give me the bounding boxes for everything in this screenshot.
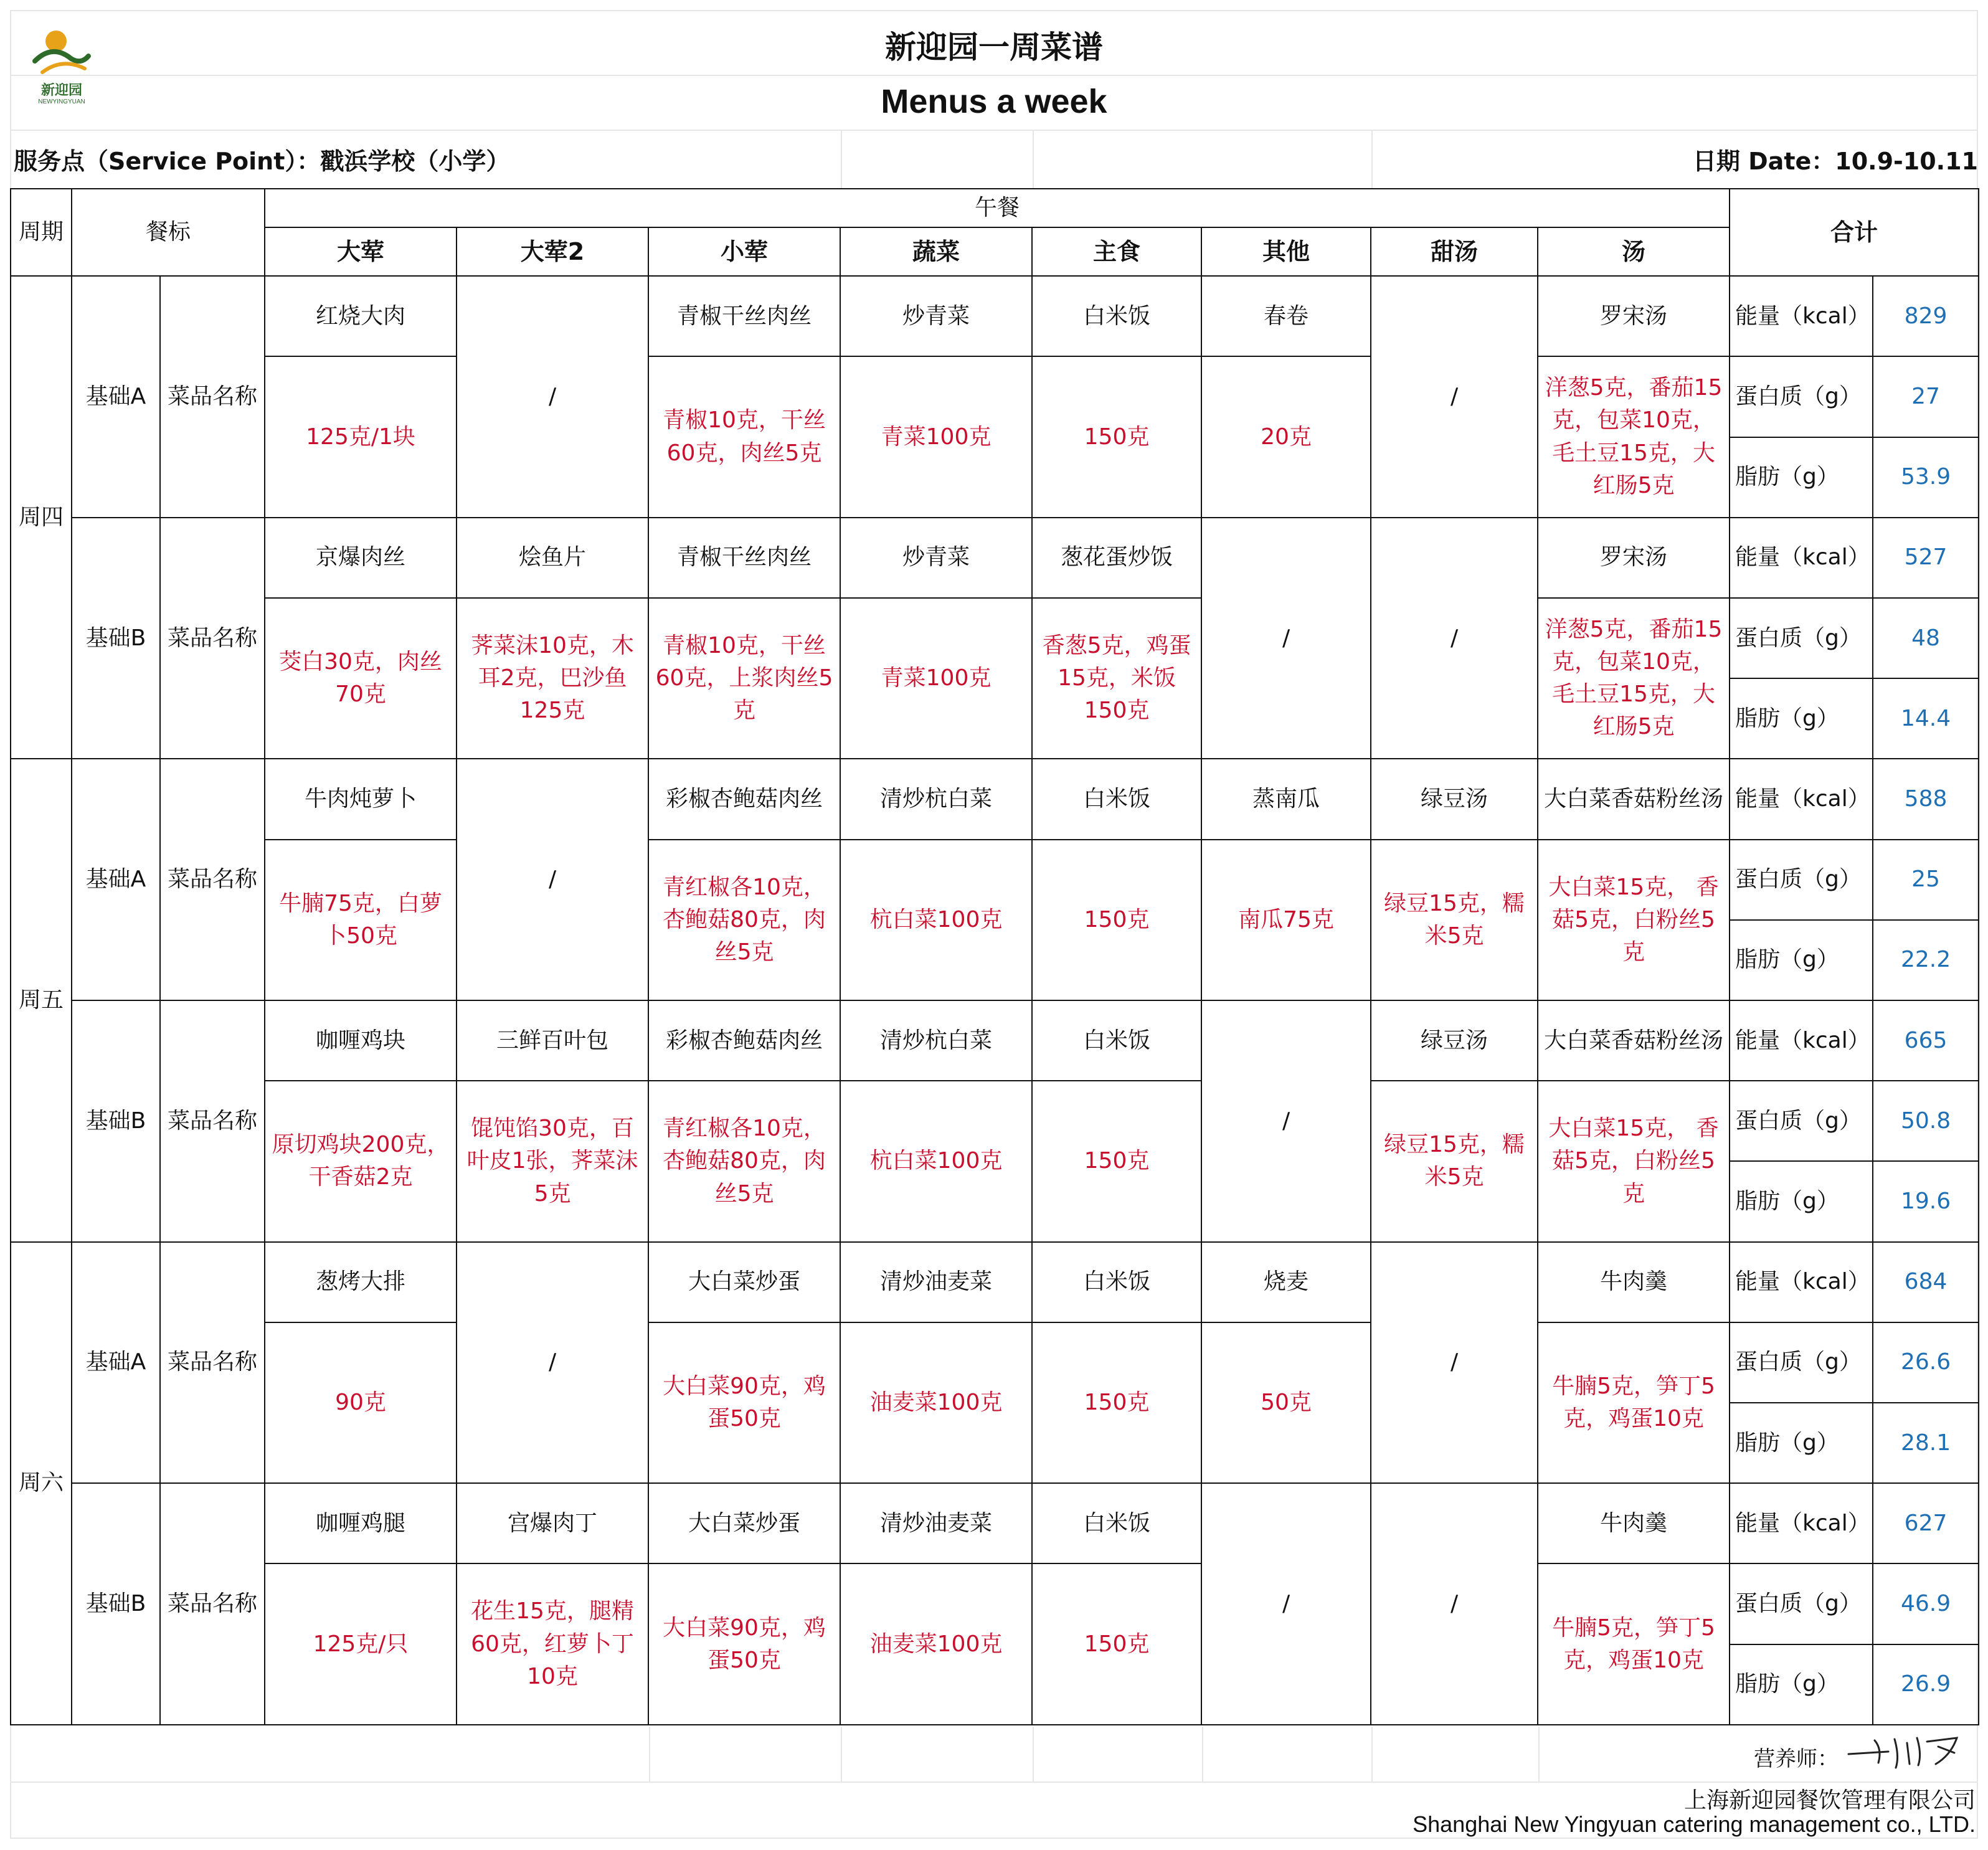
meal-type: 基础B — [72, 518, 160, 759]
dish-detail: 150克 — [1032, 840, 1201, 1000]
energy-value: 829 — [1873, 276, 1979, 356]
col-dish: 蔬菜 — [840, 227, 1032, 276]
dish-cell-empty: / — [1371, 518, 1538, 759]
dish-name-label: 菜品名称 — [160, 1242, 265, 1484]
dish-detail: 牛腩5克，笋丁5克，鸡蛋10克 — [1538, 1322, 1730, 1483]
dish-name: 绿豆汤 — [1371, 1000, 1538, 1081]
day-label: 周五 — [11, 759, 72, 1241]
dish-cell-empty: / — [1201, 1000, 1371, 1242]
meal-row — [11, 1081, 1979, 1161]
dish-cell-empty: / — [1371, 1483, 1538, 1725]
dish-detail: 青菜100克 — [840, 598, 1032, 759]
dish-name: 咖喱鸡腿 — [265, 1483, 457, 1563]
protein-label: 蛋白质（g） — [1730, 1081, 1873, 1161]
service-point: 服务点（Service Point）：戳浜学校（小学） — [14, 148, 510, 175]
dish-detail: 南瓜75克 — [1201, 840, 1371, 1000]
dish-detail: 大白菜90克，鸡蛋50克 — [648, 1563, 840, 1725]
dish-name-label: 菜品名称 — [160, 759, 265, 1000]
dish-detail: 125克/1块 — [265, 356, 457, 517]
menu-date: 日期 Date：10.9-10.11 — [1692, 148, 1978, 175]
dish-cell-empty: / — [1371, 1242, 1538, 1484]
protein-label: 蛋白质（g） — [1730, 1563, 1873, 1644]
protein-label: 蛋白质（g） — [1730, 840, 1873, 920]
fat-value: 28.1 — [1873, 1403, 1979, 1483]
dish-detail: 荠菜沫10克，木耳2克，巴沙鱼125克 — [457, 598, 648, 759]
dish-name: 三鲜百叶包 — [457, 1000, 648, 1081]
col-dish: 甜汤 — [1371, 227, 1538, 276]
dish-name: 大白菜炒蛋 — [648, 1242, 840, 1322]
day-label: 周六 — [11, 1242, 72, 1725]
company-name-en: Shanghai New Yingyuan catering management co., LTD. — [1413, 1811, 1976, 1837]
dish-name: 彩椒杏鲍菇肉丝 — [648, 759, 840, 839]
dish-detail: 150克 — [1032, 356, 1201, 517]
logo-subtext: NEWYINGYUAN — [38, 98, 85, 105]
dish-name: 白米饭 — [1032, 1242, 1201, 1322]
dish-name: 白米饭 — [1032, 1000, 1201, 1081]
protein-value: 25 — [1873, 840, 1979, 920]
dish-name: 青椒干丝肉丝 — [648, 276, 840, 356]
dietitian-signature — [1845, 1724, 1969, 1774]
dish-name: 白米饭 — [1032, 276, 1201, 356]
dish-detail: 绿豆15克，糯米5克 — [1371, 1081, 1538, 1241]
meal-row — [11, 1000, 1979, 1081]
meal-row — [11, 1563, 1979, 1644]
dish-name: 白米饭 — [1032, 1483, 1201, 1563]
energy-value: 527 — [1873, 518, 1979, 598]
meal-row — [11, 1242, 1979, 1322]
dish-detail: 125克/只 — [265, 1563, 457, 1725]
dish-detail: 洋葱5克，番茄15克，包菜10克，毛土豆15克，大红肠5克 — [1538, 598, 1730, 759]
dish-name: 罗宋汤 — [1538, 518, 1730, 598]
dish-name: 牛肉炖萝卜 — [265, 759, 457, 839]
dish-detail: 牛腩5克，笋丁5克，鸡蛋10克 — [1538, 1563, 1730, 1725]
dish-detail: 150克 — [1032, 1322, 1201, 1483]
protein-value: 27 — [1873, 356, 1979, 437]
dish-detail: 花生15克，腿精60克，红萝卜丁10克 — [457, 1563, 648, 1725]
dish-name-label: 菜品名称 — [160, 1000, 265, 1242]
dish-name: 白米饭 — [1032, 759, 1201, 839]
dish-detail: 青椒10克，干丝60克，肉丝5克 — [648, 356, 840, 517]
dish-name: 大白菜炒蛋 — [648, 1483, 840, 1563]
meal-type: 基础A — [72, 759, 160, 1000]
dish-detail: 杭白菜100克 — [840, 1081, 1032, 1241]
col-dish: 大荤 — [265, 227, 457, 276]
dish-detail: 香葱5克，鸡蛋15克，米饭150克 — [1032, 598, 1201, 759]
energy-value: 588 — [1873, 759, 1979, 839]
dish-name: 炒青菜 — [840, 276, 1032, 356]
dish-name: 葱花蛋炒饭 — [1032, 518, 1201, 598]
dish-name-label: 菜品名称 — [160, 276, 265, 518]
dish-name: 咖喱鸡块 — [265, 1000, 457, 1081]
dietitian-label: 营养师： — [1754, 1747, 1839, 1772]
meal-type: 基础A — [72, 276, 160, 518]
page-title-cn: 新迎园一周菜谱 — [885, 29, 1103, 65]
dish-name: 清炒油麦菜 — [840, 1242, 1032, 1322]
meal-row — [11, 759, 1979, 839]
dish-detail: 150克 — [1032, 1563, 1201, 1725]
dish-name: 青椒干丝肉丝 — [648, 518, 840, 598]
dish-detail: 原切鸡块200克，干香菇2克 — [265, 1081, 457, 1241]
meal-row — [11, 518, 1979, 598]
col-category: 餐标 — [72, 189, 265, 276]
dish-detail: 牛腩75克，白萝卜50克 — [265, 840, 457, 1000]
energy-value: 684 — [1873, 1242, 1979, 1322]
dish-name: 红烧大肉 — [265, 276, 457, 356]
dish-cell-empty: / — [457, 276, 648, 518]
dish-name: 罗宋汤 — [1538, 276, 1730, 356]
protein-value: 26.6 — [1873, 1322, 1979, 1403]
energy-label: 能量（kcal） — [1730, 1242, 1873, 1322]
dish-name: 牛肉羹 — [1538, 1483, 1730, 1563]
dish-detail: 油麦菜100克 — [840, 1563, 1032, 1725]
meal-row — [11, 840, 1979, 920]
dish-name: 葱烤大排 — [265, 1242, 457, 1322]
dish-detail: 馄饨馅30克，百叶皮1张，荠菜沫5克 — [457, 1081, 648, 1241]
dish-cell-empty: / — [1201, 518, 1371, 759]
dish-name: 清炒杭白菜 — [840, 1000, 1032, 1081]
dish-detail: 青红椒各10克，杏鲍菇80克，肉丝5克 — [648, 840, 840, 1000]
col-week: 周期 — [11, 189, 72, 276]
dish-name: 炒青菜 — [840, 518, 1032, 598]
dish-detail: 茭白30克，肉丝70克 — [265, 598, 457, 759]
company-name-cn: 上海新迎园餐饮管理有限公司 — [1683, 1788, 1976, 1813]
meal-row — [11, 1483, 1979, 1563]
dish-detail: 杭白菜100克 — [840, 840, 1032, 1000]
dish-name: 彩椒杏鲍菇肉丝 — [648, 1000, 840, 1081]
col-lunch: 午餐 — [265, 189, 1730, 227]
meal-type: 基础A — [72, 1242, 160, 1484]
dish-detail: 青菜100克 — [840, 356, 1032, 517]
dish-detail: 90克 — [265, 1322, 457, 1483]
dish-cell-empty: / — [1371, 276, 1538, 518]
protein-label: 蛋白质（g） — [1730, 356, 1873, 437]
dish-cell-empty: / — [1201, 1483, 1371, 1725]
fat-label: 脂肪（g） — [1730, 437, 1873, 518]
protein-value: 46.9 — [1873, 1563, 1979, 1644]
fat-label: 脂肪（g） — [1730, 678, 1873, 759]
fat-label: 脂肪（g） — [1730, 1644, 1873, 1725]
meal-row — [11, 1322, 1979, 1403]
day-label: 周四 — [11, 276, 72, 759]
energy-label: 能量（kcal） — [1730, 1483, 1873, 1563]
protein-label: 蛋白质（g） — [1730, 598, 1873, 678]
fat-value: 14.4 — [1873, 678, 1979, 759]
logo-text: 新迎园 — [40, 82, 82, 98]
dish-name-label: 菜品名称 — [160, 518, 265, 759]
energy-label: 能量（kcal） — [1730, 1000, 1873, 1081]
fat-value: 22.2 — [1873, 920, 1979, 1000]
dish-detail: 大白菜15克， 香菇5克，白粉丝5克 — [1538, 1081, 1730, 1241]
col-total: 合计 — [1730, 189, 1979, 276]
dish-detail: 50克 — [1201, 1322, 1371, 1483]
menu-table — [10, 188, 1979, 1725]
dish-detail: 150克 — [1032, 1081, 1201, 1241]
dish-name: 烩鱼片 — [457, 518, 648, 598]
meal-row — [11, 598, 1979, 678]
meal-row — [11, 356, 1979, 437]
dish-name: 春卷 — [1201, 276, 1371, 356]
dish-detail: 大白菜15克， 香菇5克，白粉丝5克 — [1538, 840, 1730, 1000]
col-dish: 主食 — [1032, 227, 1201, 276]
dish-detail: 油麦菜100克 — [840, 1322, 1032, 1483]
dish-name: 牛肉羹 — [1538, 1242, 1730, 1322]
energy-label: 能量（kcal） — [1730, 759, 1873, 839]
energy-label: 能量（kcal） — [1730, 276, 1873, 356]
dish-detail: 绿豆15克，糯米5克 — [1371, 840, 1538, 1000]
dish-detail: 青红椒各10克，杏鲍菇80克，肉丝5克 — [648, 1081, 840, 1241]
col-dish: 汤 — [1538, 227, 1730, 276]
dish-name-label: 菜品名称 — [160, 1483, 265, 1725]
protein-value: 48 — [1873, 598, 1979, 678]
fat-label: 脂肪（g） — [1730, 920, 1873, 1000]
dish-cell-empty: / — [457, 759, 648, 1000]
fat-label: 脂肪（g） — [1730, 1403, 1873, 1483]
energy-value: 665 — [1873, 1000, 1979, 1081]
dish-name: 蒸南瓜 — [1201, 759, 1371, 839]
dish-name: 宫爆肉丁 — [457, 1483, 648, 1563]
col-dish: 其他 — [1201, 227, 1371, 276]
meal-type: 基础B — [72, 1483, 160, 1725]
protein-value: 50.8 — [1873, 1081, 1979, 1161]
dish-name: 烧麦 — [1201, 1242, 1371, 1322]
meal-row — [11, 276, 1979, 356]
dish-detail: 洋葱5克，番茄15克，包菜10克，毛土豆15克，大红肠5克 — [1538, 356, 1730, 517]
col-dish: 小荤 — [648, 227, 840, 276]
dish-name: 大白菜香菇粉丝汤 — [1538, 1000, 1730, 1081]
energy-label: 能量（kcal） — [1730, 518, 1873, 598]
dish-name: 京爆肉丝 — [265, 518, 457, 598]
dish-name: 绿豆汤 — [1371, 759, 1538, 839]
col-dish: 大荤2 — [457, 227, 648, 276]
fat-value: 26.9 — [1873, 1644, 1979, 1725]
dish-detail: 大白菜90克，鸡蛋50克 — [648, 1322, 840, 1483]
page-title-en: Menus a week — [881, 83, 1107, 120]
fat-label: 脂肪（g） — [1730, 1161, 1873, 1241]
fat-value: 53.9 — [1873, 437, 1979, 518]
dish-detail: 青椒10克，干丝60克，上浆肉丝5克 — [648, 598, 840, 759]
dish-name: 大白菜香菇粉丝汤 — [1538, 759, 1730, 839]
dish-name: 清炒油麦菜 — [840, 1483, 1032, 1563]
protein-label: 蛋白质（g） — [1730, 1322, 1873, 1403]
energy-value: 627 — [1873, 1483, 1979, 1563]
dish-detail: 20克 — [1201, 356, 1371, 517]
dish-cell-empty: / — [457, 1242, 648, 1484]
meal-type: 基础B — [72, 1000, 160, 1242]
fat-value: 19.6 — [1873, 1161, 1979, 1241]
dish-name: 清炒杭白菜 — [840, 759, 1032, 839]
